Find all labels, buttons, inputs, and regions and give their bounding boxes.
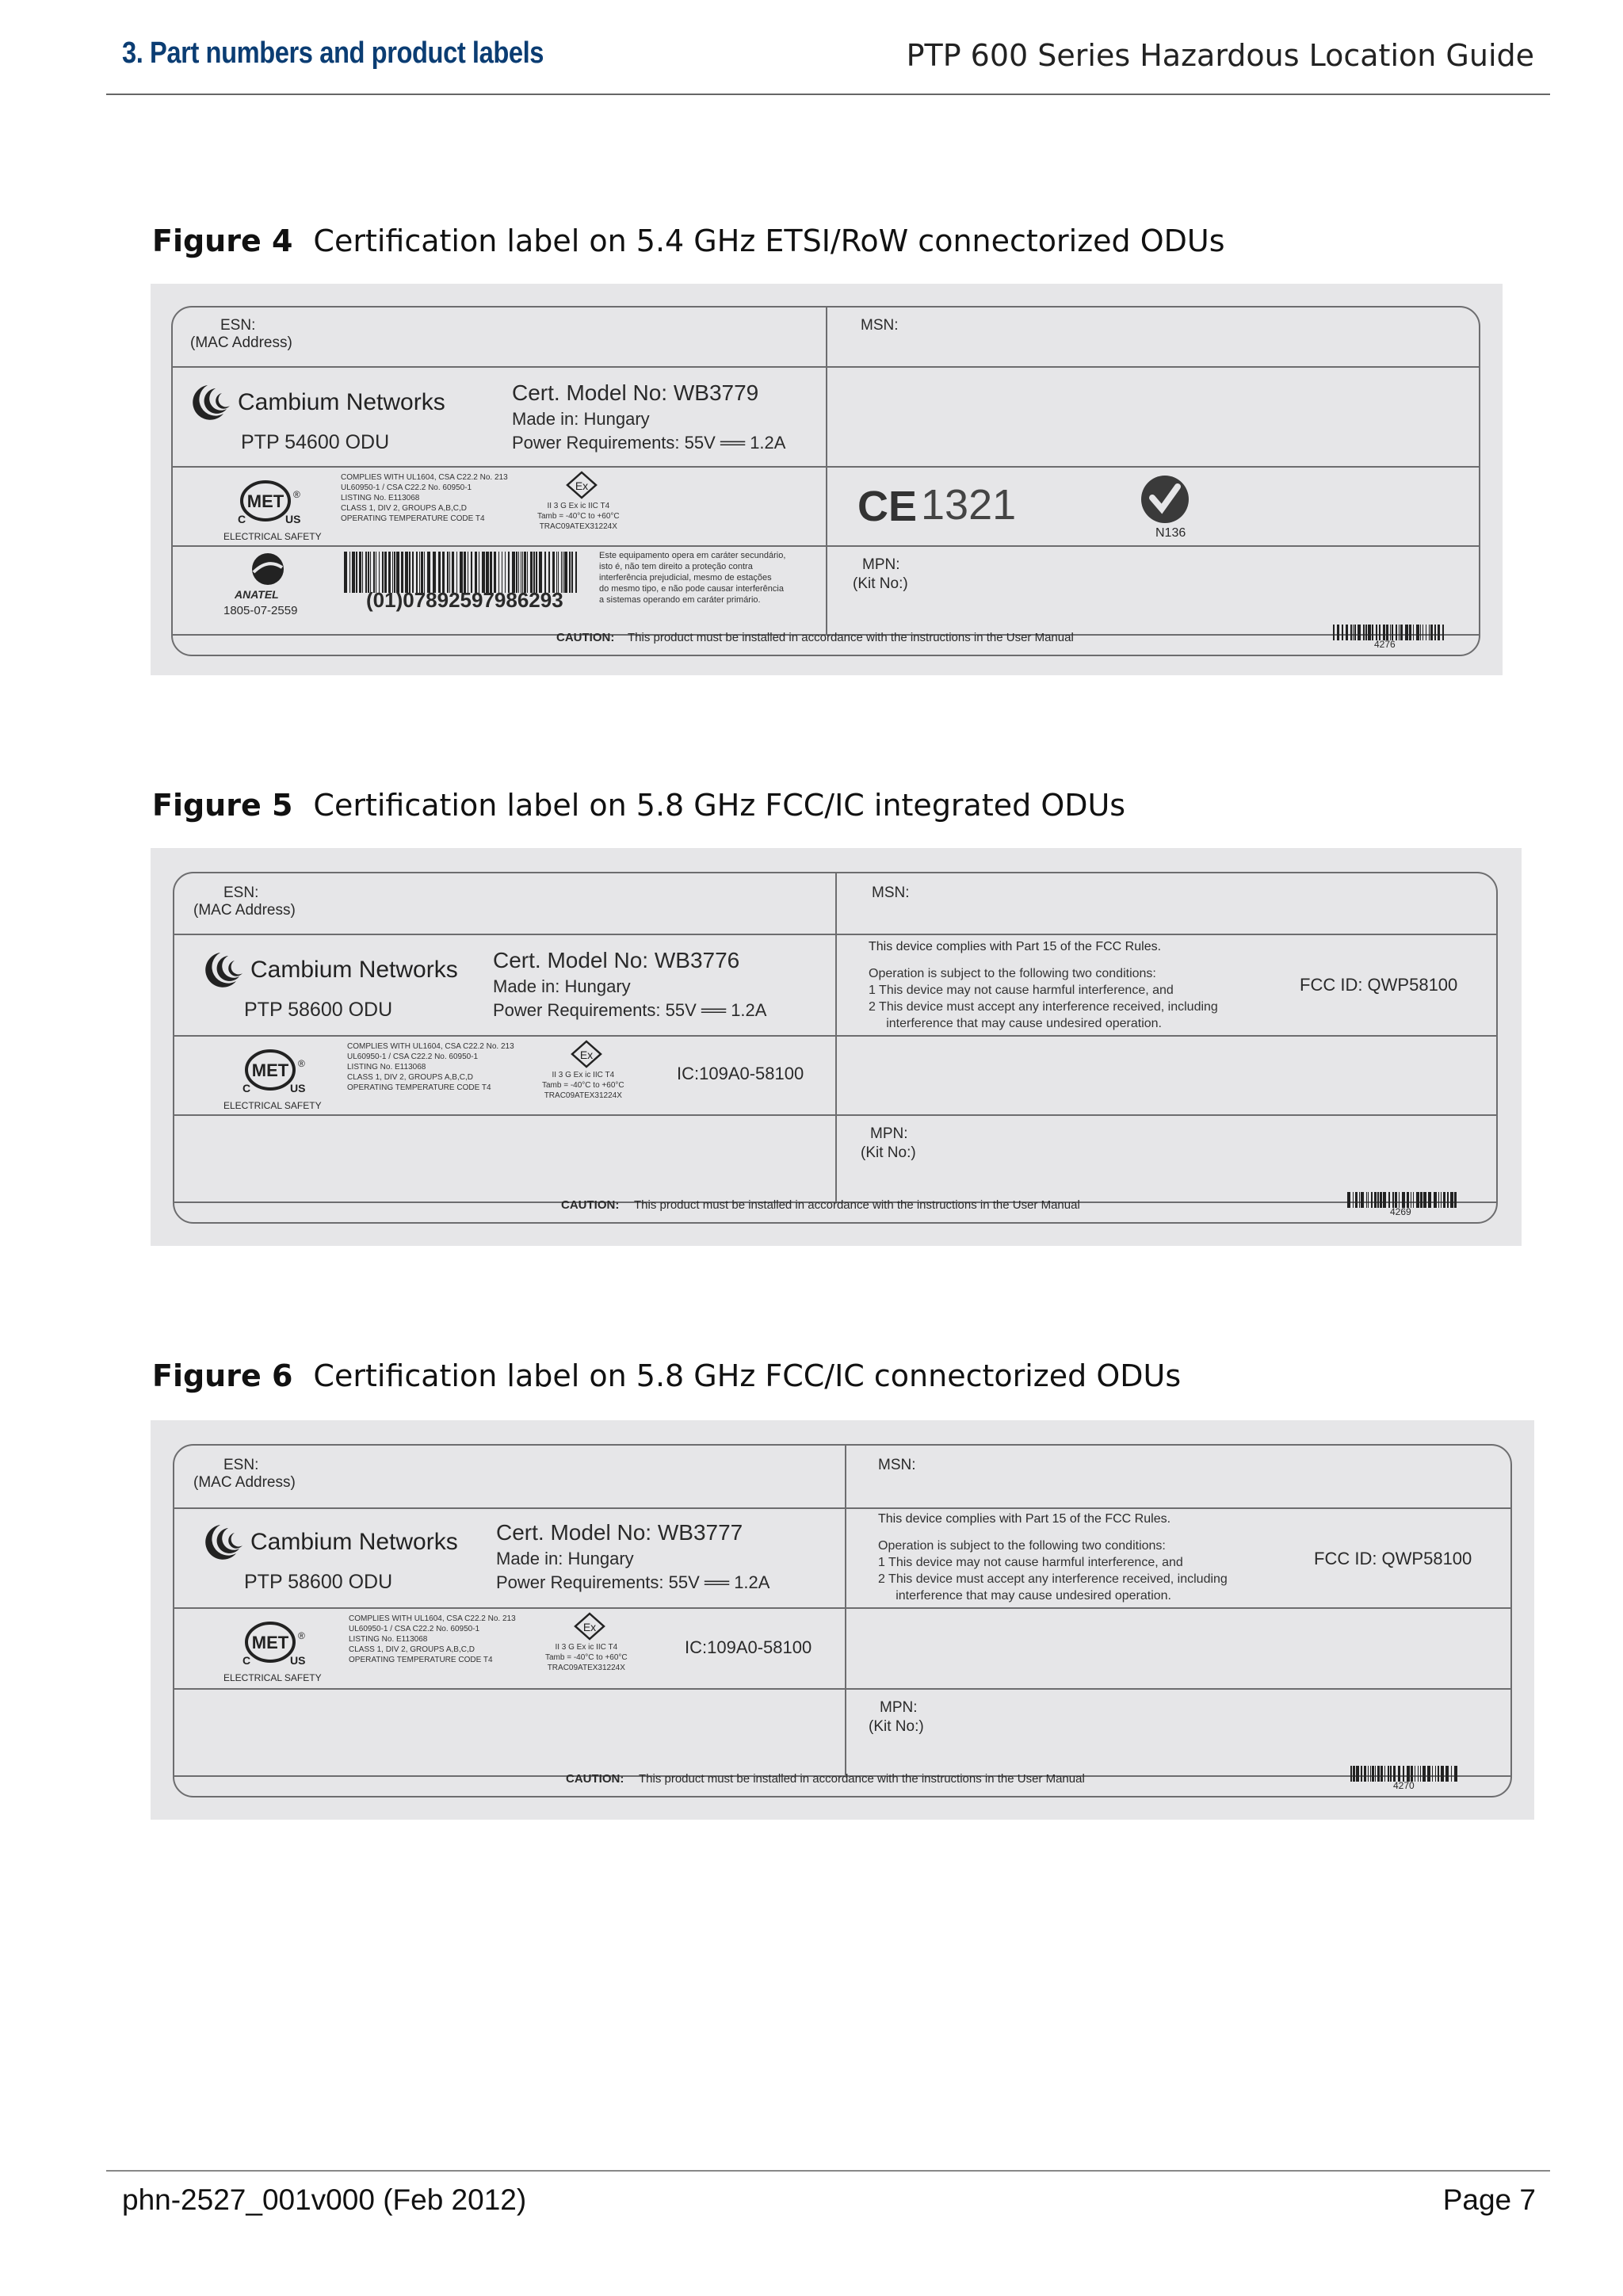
- cambium-logo-icon: [187, 382, 231, 423]
- mpn-label: MPN:: [870, 1125, 908, 1142]
- msn-label: MSN:: [878, 1457, 916, 1473]
- made-in: Made in: Hungary: [496, 1549, 634, 1568]
- caution-label: CAUTION:: [566, 1772, 624, 1786]
- made-in: Made in: Hungary: [493, 976, 631, 996]
- c-tick-code: N136: [1155, 526, 1186, 540]
- fcc-id: FCC ID: QWP58100: [1300, 975, 1458, 995]
- anatel-logo-icon: [246, 552, 290, 586]
- esn-label: ESN:: [220, 317, 256, 334]
- ce-mark: CE: [857, 483, 918, 530]
- met-listed-icon: [235, 1043, 314, 1098]
- figure-5-caption: Figure 5 Certification label on 5.8 GHz FCC/IC integrated ODUs: [152, 788, 1126, 823]
- brand-name: Cambium Networks: [238, 389, 445, 415]
- met-caption: ELECTRICAL SAFETY: [223, 531, 322, 542]
- barcode-number: (01)07892597986293: [366, 588, 563, 612]
- ic-number: IC:109A0-58100: [685, 1637, 812, 1657]
- label-code: 4270: [1393, 1780, 1415, 1791]
- ic-number: IC:109A0-58100: [677, 1064, 804, 1083]
- ce-number: 1321: [921, 481, 1017, 529]
- power-req: Power Requirements: 55V ══ 1.2A: [493, 1000, 767, 1020]
- cert-model: Cert. Model No: WB3779: [512, 380, 759, 405]
- svg-text:®: ®: [293, 489, 300, 500]
- cambium-logo: [187, 382, 445, 423]
- power-req: Power Requirements: 55V ══ 1.2A: [496, 1572, 770, 1592]
- cambium-logo-icon: [200, 949, 244, 991]
- c-tick-icon: [1140, 474, 1190, 525]
- compliance-text: COMPLIES WITH UL1604, CSA C22.2 No. 213 UL60950-1 / CSA C22.2 No. 60950-1 LISTING No. E113068 CLASS 1, DIV 2, GROUPS A,B,C,D OPERATING TEMPERATURE CODE T4: [349, 1614, 516, 1664]
- figure-6-label: [151, 1420, 1534, 1820]
- svg-text:C: C: [242, 1082, 251, 1095]
- mac-label: (MAC Address): [190, 334, 292, 351]
- svg-text:US: US: [290, 1082, 306, 1095]
- msn-label: MSN:: [861, 317, 899, 334]
- brand-name: Cambium Networks: [250, 957, 458, 983]
- product-name: PTP 54600 ODU: [241, 431, 390, 453]
- svg-text:C: C: [238, 513, 246, 525]
- svg-text:®: ®: [298, 1630, 305, 1641]
- svg-text:MET: MET: [246, 491, 285, 511]
- met-caption: ELECTRICAL SAFETY: [223, 1672, 322, 1683]
- esn-label: ESN:: [223, 1457, 259, 1473]
- fcc-id: FCC ID: QWP58100: [1314, 1549, 1472, 1568]
- caution-text: This product must be installed in accordance with the instructions in the User Manual: [634, 1198, 1080, 1212]
- cambium-logo-icon: [200, 1522, 244, 1563]
- fcc-title: This device complies with Part 15 of the FCC Rules.: [869, 940, 1162, 953]
- fcc-title: This device complies with Part 15 of the FCC Rules.: [878, 1512, 1171, 1526]
- svg-text:US: US: [290, 1654, 306, 1667]
- brand-name: Cambium Networks: [250, 1529, 458, 1555]
- caution-label: CAUTION:: [561, 1198, 620, 1212]
- anatel-label: ANATEL: [235, 588, 279, 601]
- ex-hazard-icon: [574, 1612, 605, 1641]
- ex-hazard-icon: [571, 1040, 602, 1068]
- made-in: Made in: Hungary: [512, 409, 650, 429]
- msn-label: MSN:: [872, 884, 910, 901]
- fcc-conditions: Operation is subject to the following two conditions: 1 This device may not cause harmful interference, and 2 This device must accept any interference received, including interference that may cause undesired operation.: [878, 1539, 1228, 1603]
- cambium-logo: [200, 1522, 458, 1563]
- figure-4-label: [151, 284, 1503, 675]
- fcc-conditions: Operation is subject to the following two conditions: 1 This device may not cause harmful interference, and 2 This device must accept any interference received, including interference that may cause undesired operation.: [869, 967, 1218, 1030]
- figure-6-caption: Figure 6 Certification label on 5.8 GHz FCC/IC connectorized ODUs: [152, 1358, 1182, 1393]
- mac-label: (MAC Address): [193, 1474, 296, 1491]
- met-listed-icon: [235, 1615, 314, 1671]
- cambium-logo: [200, 949, 458, 991]
- mpn-label: MPN:: [862, 556, 900, 573]
- label-barcode: [1350, 1766, 1461, 1782]
- esn-label: ESN:: [223, 884, 259, 901]
- label-barcode: [1333, 625, 1444, 640]
- svg-text:Ex: Ex: [575, 479, 589, 492]
- cert-model: Cert. Model No: WB3777: [496, 1520, 743, 1545]
- footer-rule: [106, 2170, 1550, 2172]
- section-title: 3. Part numbers and product labels: [122, 36, 544, 70]
- caution-text: This product must be installed in accordance with the instructions in the User Manual: [628, 631, 1074, 644]
- svg-text:®: ®: [298, 1058, 305, 1069]
- svg-text:US: US: [285, 513, 301, 525]
- cert-model: Cert. Model No: WB3776: [493, 948, 740, 972]
- svg-text:MET: MET: [251, 1060, 289, 1080]
- power-req: Power Requirements: 55V ══ 1.2A: [512, 433, 786, 453]
- ex-hazard-icon: [566, 471, 598, 499]
- kit-label: (Kit No:): [853, 575, 908, 592]
- figure-5-label: [151, 848, 1522, 1246]
- met-listed-icon: [230, 474, 309, 529]
- guide-title: PTP 600 Series Hazardous Location Guide: [906, 38, 1534, 73]
- ex-marking: II 3 G Ex ic IIC T4 Tamb = -40°C to +60°C TRAC09ATEX31224X: [537, 502, 620, 531]
- label-code: 4269: [1390, 1206, 1411, 1217]
- doc-id: phn-2527_001v000 (Feb 2012): [122, 2183, 527, 2216]
- product-name: PTP 58600 ODU: [244, 1571, 393, 1593]
- ex-marking: II 3 G Ex ic IIC T4 Tamb = -40°C to +60°C TRAC09ATEX31224X: [545, 1643, 628, 1672]
- ean-barcode: [344, 552, 579, 593]
- svg-text:C: C: [242, 1654, 251, 1667]
- svg-text:Ex: Ex: [582, 1621, 597, 1633]
- svg-text:MET: MET: [251, 1633, 289, 1652]
- figure-4-caption: Figure 4 Certification label on 5.4 GHz ETSI/RoW connectorized ODUs: [152, 223, 1225, 258]
- anatel-notice: Este equipamento opera em caráter secundário, isto é, não tem direito a proteção contra interferência prejudicial, mesmo de estações do mesmo tipo, e não pode causar interferência a sistemas operando em caráter primário.: [599, 551, 786, 605]
- page-number: Page 7: [1442, 2183, 1536, 2216]
- met-caption: ELECTRICAL SAFETY: [223, 1100, 322, 1111]
- caution-label: CAUTION:: [556, 631, 615, 644]
- caution-text: This product must be installed in accordance with the instructions in the User Manual: [639, 1772, 1085, 1786]
- label-code: 4276: [1374, 639, 1396, 650]
- kit-label: (Kit No:): [869, 1718, 924, 1735]
- compliance-text: COMPLIES WITH UL1604, CSA C22.2 No. 213 UL60950-1 / CSA C22.2 No. 60950-1 LISTING No. E113068 CLASS 1, DIV 2, GROUPS A,B,C,D OPERATING TEMPERATURE CODE T4: [341, 473, 508, 523]
- product-name: PTP 58600 ODU: [244, 999, 393, 1021]
- kit-label: (Kit No:): [861, 1144, 916, 1161]
- anatel-code: 1805-07-2559: [223, 604, 298, 617]
- ex-marking: II 3 G Ex ic IIC T4 Tamb = -40°C to +60°C TRAC09ATEX31224X: [542, 1071, 624, 1100]
- svg-text:Ex: Ex: [579, 1049, 594, 1061]
- compliance-text: COMPLIES WITH UL1604, CSA C22.2 No. 213 UL60950-1 / CSA C22.2 No. 60950-1 LISTING No. E113068 CLASS 1, DIV 2, GROUPS A,B,C,D OPERATING TEMPERATURE CODE T4: [347, 1042, 514, 1092]
- header-rule: [106, 94, 1550, 95]
- label-barcode: [1347, 1192, 1458, 1208]
- mac-label: (MAC Address): [193, 902, 296, 919]
- mpn-label: MPN:: [880, 1699, 918, 1716]
